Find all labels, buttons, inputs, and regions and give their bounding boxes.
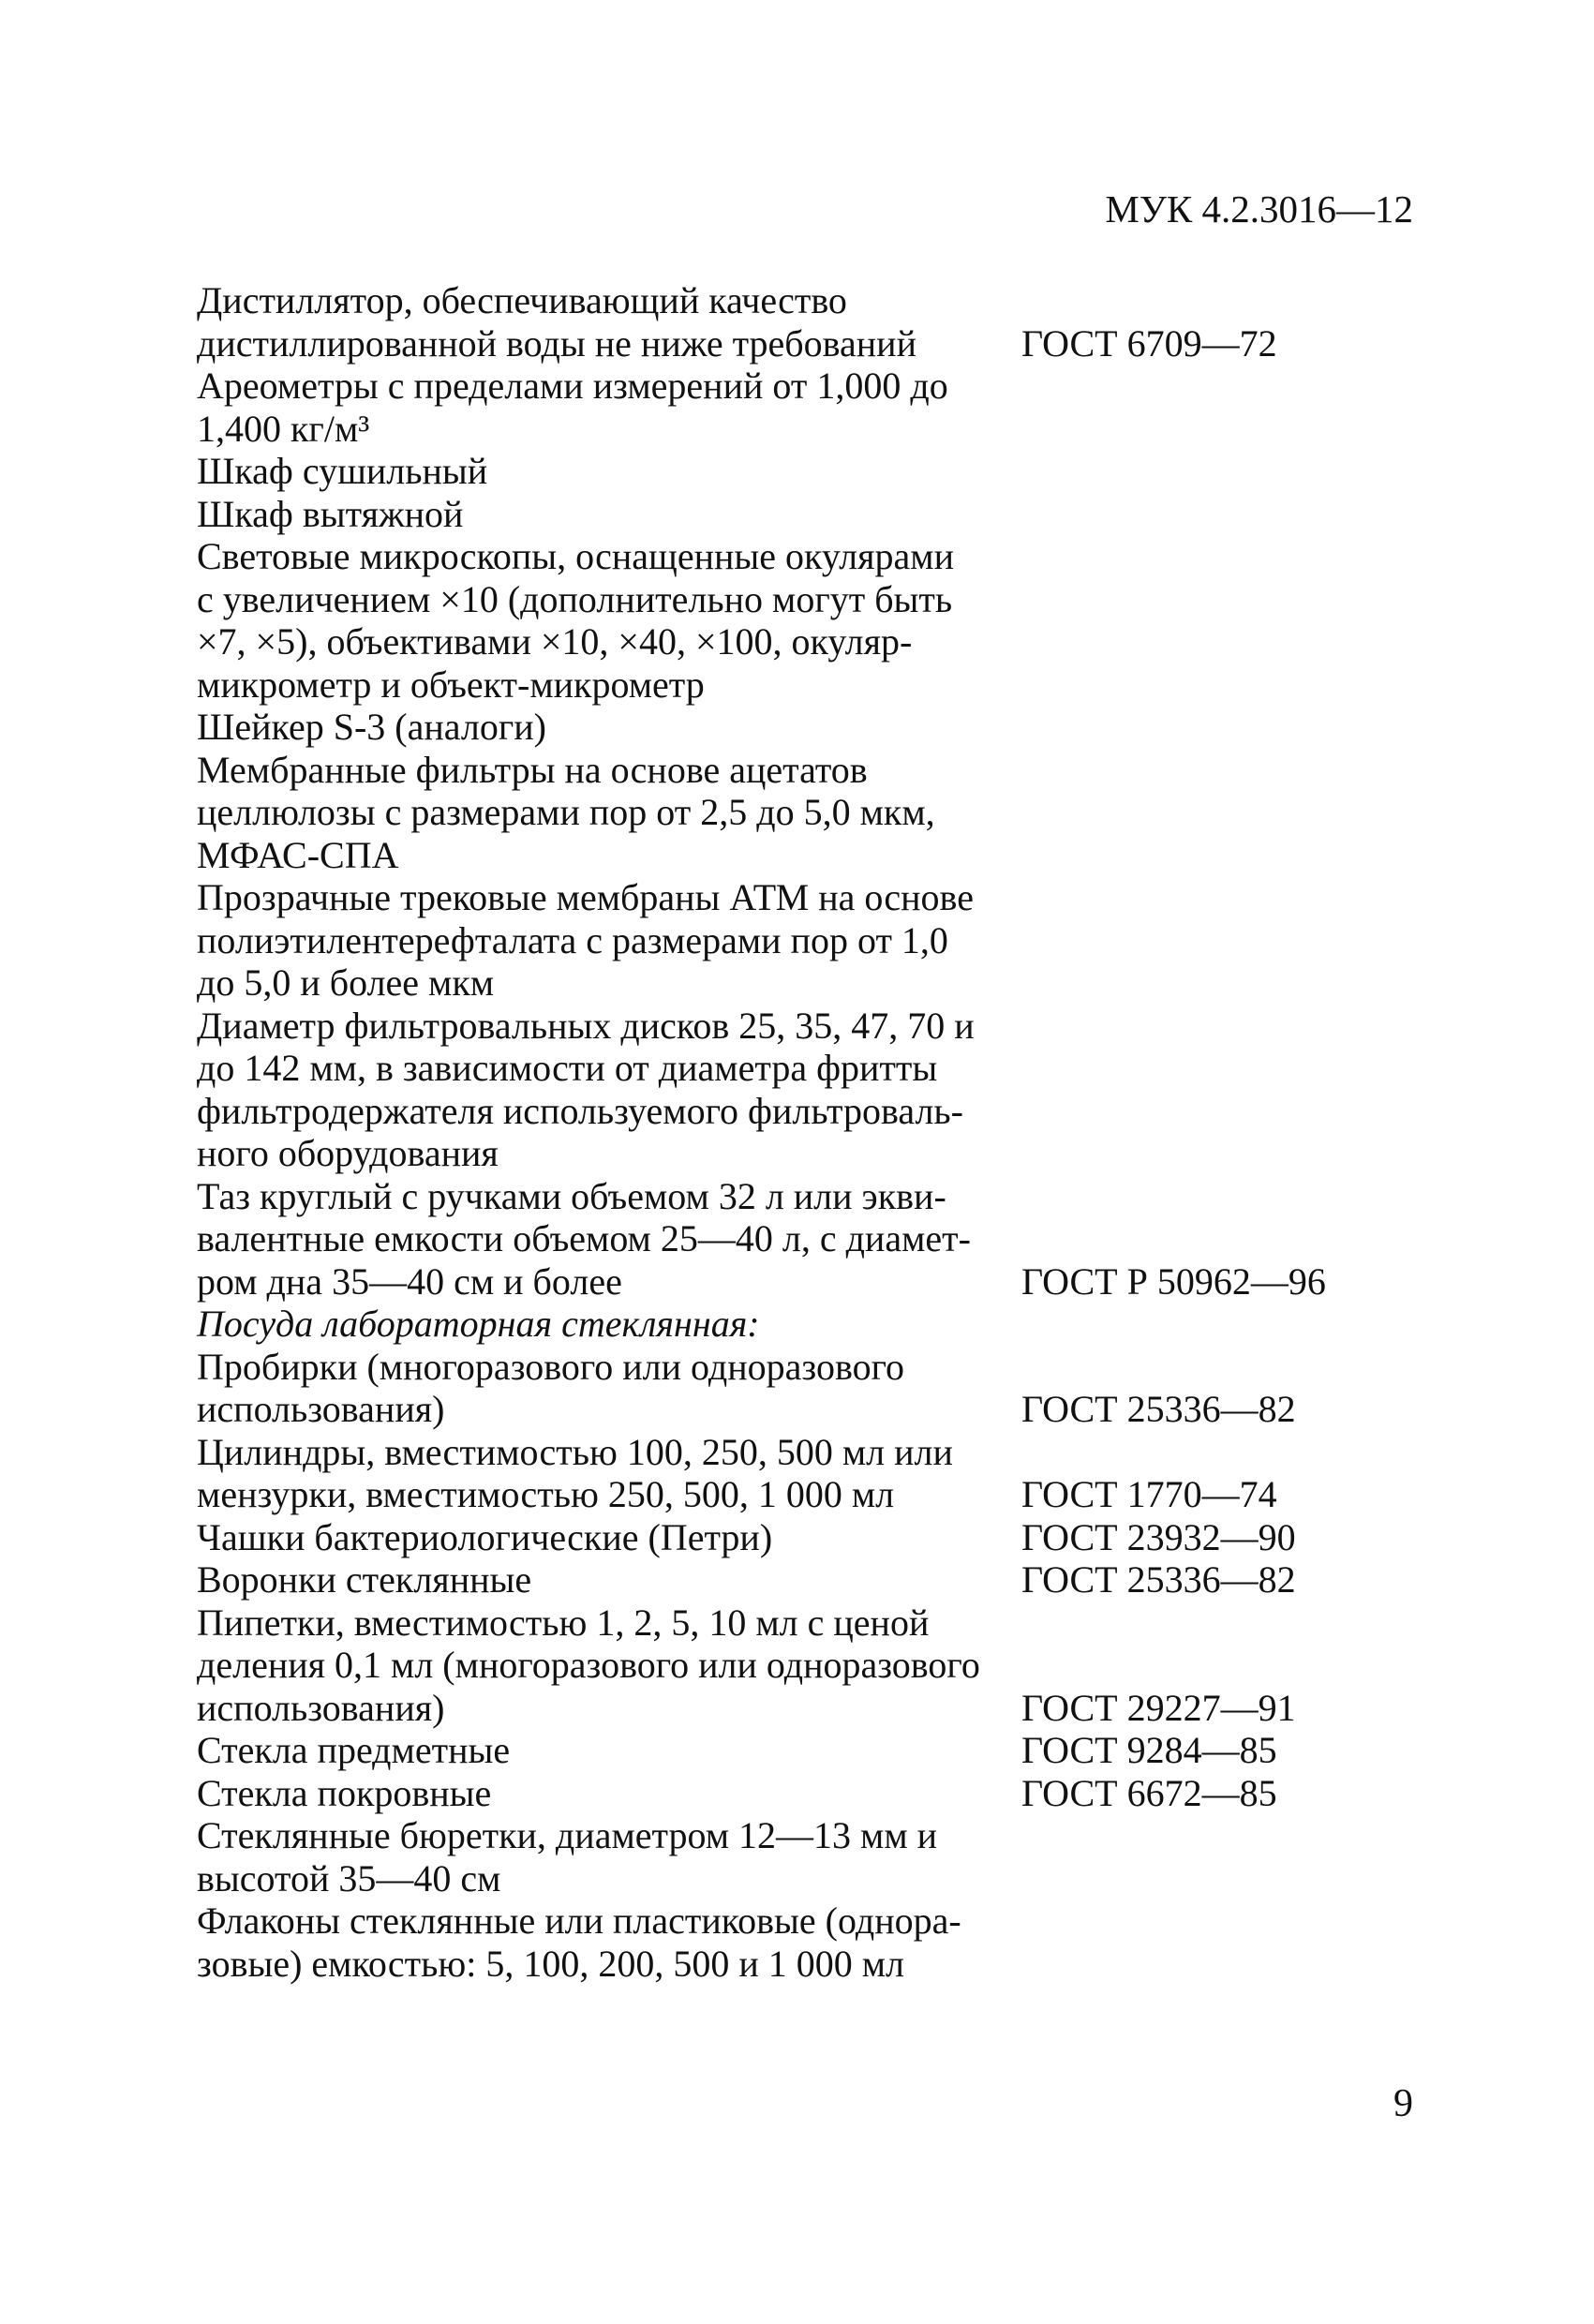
list-item <box>197 1601 1415 1730</box>
list-item <box>197 1303 1415 1346</box>
item-text-line: Стекла покровные <box>197 1771 492 1814</box>
item-description <box>197 1175 1021 1304</box>
item-description <box>197 1558 1021 1601</box>
item-description <box>197 876 1021 1005</box>
list-item <box>197 1772 1415 1815</box>
list-item <box>197 749 1415 877</box>
item-text-line: Пробирки (многоразового или одноразового <box>197 1345 904 1388</box>
item-text-line: фильтродержателя используемого фильтроваль- <box>197 1089 963 1132</box>
list-item <box>197 450 1415 493</box>
item-text-line: Световые микроскопы, оснащенные окулярами <box>197 535 954 577</box>
item-text-line: дистиллированной воды не ниже требований <box>197 321 916 365</box>
item-text-line: полиэтилентерефталата с размерами пор от 1,0 <box>197 918 948 961</box>
item-text-line: Прозрачные трековые мембраны АТМ на основе <box>197 876 974 918</box>
item-text-line: использования) <box>197 1686 445 1729</box>
item-text-line: Цилиндры, вместимостью 100, 250, 500 мл или <box>197 1430 953 1473</box>
list-item <box>197 535 1415 706</box>
standard-reference: ГОСТ 25336—82 <box>1021 1388 1296 1430</box>
equipment-list <box>197 279 1415 1985</box>
item-text-line: ром дна 35—40 см и более <box>197 1259 622 1303</box>
list-item <box>197 1899 1415 1985</box>
item-text-line: до 142 мм, в зависимости от диаметра фритты <box>197 1047 938 1089</box>
item-description <box>197 1899 1021 1985</box>
list-item <box>197 493 1415 536</box>
document-header: МУК 4.2.3016—12 <box>1105 187 1413 231</box>
item-description <box>197 1772 1021 1815</box>
list-item <box>197 1729 1415 1772</box>
item-text-line: Стеклянные бюретки, диаметром 12—13 мм и <box>197 1814 938 1856</box>
list-item <box>197 1814 1415 1899</box>
item-description <box>197 365 1021 450</box>
item-text-line: до 5,0 и более мкм <box>197 961 495 1004</box>
item-description <box>197 535 1021 706</box>
item-description <box>197 279 1021 365</box>
item-text-line: Таз круглый с ручками объемом 32 л или экви- <box>197 1174 946 1217</box>
list-item <box>197 279 1415 365</box>
item-text-line: высотой 35—40 см <box>197 1856 501 1899</box>
page-number: 9 <box>1393 2082 1413 2125</box>
standard-reference: ГОСТ 29227—91 <box>1021 1686 1296 1729</box>
item-text-line: Воронки стеклянные <box>197 1558 532 1601</box>
list-item <box>197 1431 1415 1516</box>
list-item <box>197 1516 1415 1559</box>
list-item <box>197 876 1415 1005</box>
item-text-line: 1,400 кг/м³ <box>197 407 370 450</box>
item-text-line: МФАС-СПА <box>197 833 399 876</box>
item-text-line: микрометр и объект-микрометр <box>197 663 705 706</box>
item-text-line: Чашки бактериологические (Петри) <box>197 1515 773 1558</box>
standard-reference: ГОСТ 23932—90 <box>1021 1515 1296 1558</box>
item-text-line: валентные емкости объемом 25—40 л, с диамет- <box>197 1217 971 1259</box>
standard-reference: ГОСТ 6709—72 <box>1021 321 1277 365</box>
item-description <box>197 1601 1021 1730</box>
standard-reference: ГОСТ 25336—82 <box>1021 1558 1296 1601</box>
item-text-line: Флаконы стеклянные или пластиковые (однора- <box>197 1899 961 1942</box>
standard-reference: ГОСТ 6672—85 <box>1021 1771 1277 1814</box>
item-description <box>197 1005 1021 1175</box>
item-text-line: Диаметр фильтровальных дисков 25, 35, 47, 70 и <box>197 1004 975 1047</box>
item-description <box>197 493 1021 536</box>
list-item <box>197 1558 1415 1601</box>
item-text-line: Мембранные фильтры на основе ацетатов <box>197 748 868 791</box>
item-text-line: использования) <box>197 1388 445 1430</box>
list-item <box>197 1346 1415 1431</box>
list-item <box>197 706 1415 749</box>
item-description <box>197 1346 1021 1431</box>
item-text-line: Ареометры с пределами измерений от 1,000 до <box>197 365 948 407</box>
item-description <box>197 749 1021 877</box>
item-text-line: ного оборудования <box>197 1132 499 1174</box>
standard-reference: ГОСТ Р 50962—96 <box>1021 1259 1326 1303</box>
item-text-line: Дистиллятор, обеспечивающий качество <box>197 279 847 321</box>
item-description <box>197 450 1021 493</box>
item-description <box>197 1303 1021 1346</box>
item-text-line: целлюлозы с размерами пор от 2,5 до 5,0 мкм, <box>197 791 935 833</box>
item-description <box>197 1516 1021 1559</box>
item-description <box>197 1431 1021 1516</box>
item-description <box>197 1729 1021 1772</box>
standard-reference: ГОСТ 1770—74 <box>1021 1473 1277 1515</box>
item-text-line: Шкаф сушильный <box>197 450 488 492</box>
item-text-line: деления 0,1 мл (многоразового или одноразового <box>197 1644 980 1686</box>
item-text-line: Шейкер S-3 (аналоги) <box>197 706 546 748</box>
item-text-line: Пипетки, вместимостью 1, 2, 5, 10 мл с ценой <box>197 1601 930 1644</box>
standard-reference: ГОСТ 9284—85 <box>1021 1729 1277 1771</box>
item-description <box>197 1814 1021 1899</box>
list-item <box>197 1005 1415 1175</box>
section-heading: Посуда лабораторная стеклянная: <box>197 1303 760 1345</box>
item-text-line: Шкаф вытяжной <box>197 492 464 535</box>
item-description <box>197 706 1021 749</box>
list-item <box>197 1175 1415 1304</box>
item-text-line: ×7, ×5), объективами ×10, ×40, ×100, окуляр- <box>197 620 913 663</box>
item-text-line: с увеличением ×10 (дополнительно могут быть <box>197 577 953 620</box>
item-text-line: зовые) емкостью: 5, 100, 200, 500 и 1 000 мл <box>197 1942 905 1985</box>
list-item <box>197 365 1415 450</box>
item-text-line: мензурки, вместимостью 250, 500, 1 000 мл <box>197 1473 895 1515</box>
item-text-line: Стекла предметные <box>197 1729 511 1771</box>
